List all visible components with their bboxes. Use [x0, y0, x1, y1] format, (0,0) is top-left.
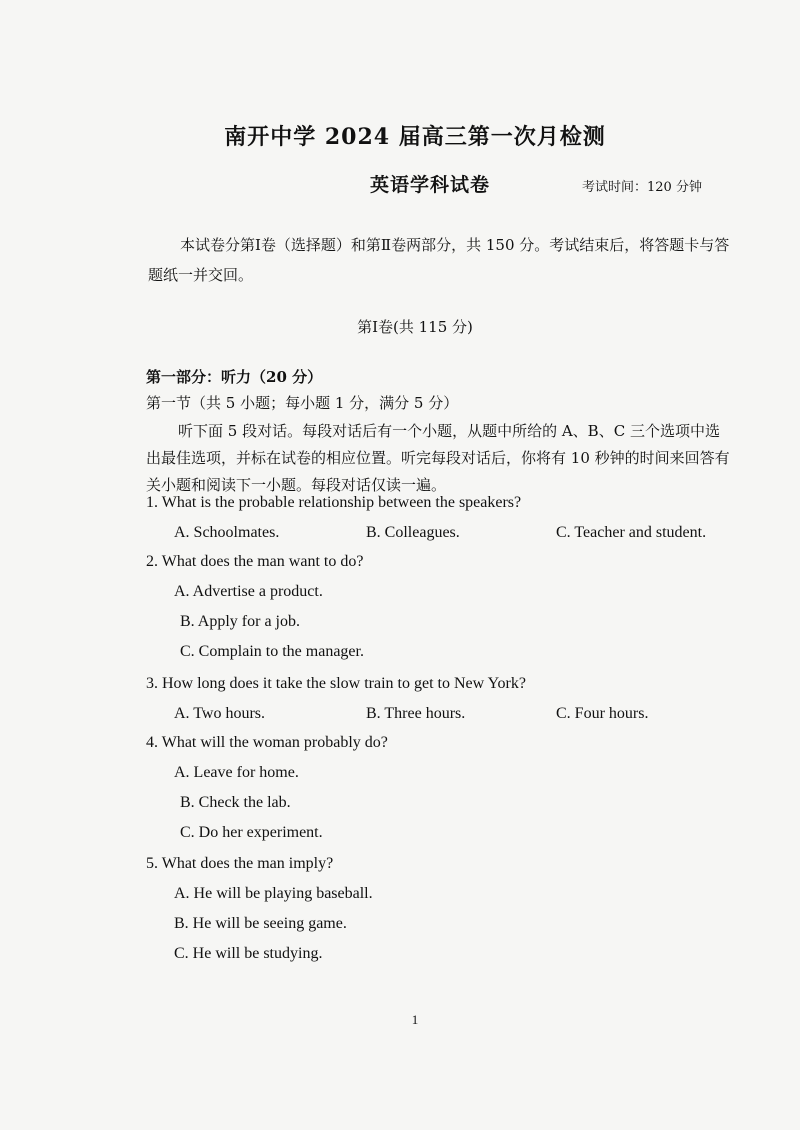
option: C. Four hours. — [556, 705, 649, 722]
instructions-paragraph: 听下面 5 段对话。每段对话后有一个小题，从题中所给的 A、B、C 三个选项中选出最佳选项，并标在试卷的相应位置。听完每段对话后，你将有 10 秒钟的时间来回答有关小题和阅读下一小题。每段对话仅读一遍。 — [146, 422, 730, 494]
exam-title: 南开中学 2024 届高三第一次月检测 — [224, 124, 606, 150]
question-stem: 1. What is the probable relationship between the speakers? — [146, 494, 522, 511]
option: B. Three hours. — [366, 705, 466, 722]
option: B. He will be seeing game. — [174, 915, 347, 932]
option: C. Do her experiment. — [180, 824, 323, 841]
option: C. Complain to the manager. — [180, 643, 364, 660]
section-heading: 第一节（共 5 小题；每小题 1 分，满分 5 分） — [146, 394, 459, 412]
exam-subtitle: 英语学科试卷 — [370, 174, 491, 196]
option: A. He will be playing baseball. — [174, 885, 373, 902]
option: A. Schoolmates. — [174, 524, 280, 541]
question-stem: 5. What does the man imply? — [146, 855, 334, 872]
option: B. Apply for a job. — [180, 613, 300, 630]
question-stem: 2. What does the man want to do? — [146, 553, 364, 570]
option: B. Colleagues. — [366, 524, 460, 541]
option: C. Teacher and student. — [556, 524, 707, 541]
option: C. He will be studying. — [174, 945, 323, 962]
intro-paragraph: 本试卷分第Ⅰ卷（选择题）和第Ⅱ卷两部分，共 150 分。考试结束后，将答题卡与答题纸一并交回。 — [148, 236, 730, 284]
page-number: 1 — [411, 1012, 419, 1027]
question-stem: 4. What will the woman probably do? — [146, 734, 388, 751]
question-stem: 3. How long does it take the slow train to get to New York? — [146, 675, 526, 692]
option: A. Two hours. — [174, 705, 266, 722]
volume-heading: 第Ⅰ卷(共 115 分) — [357, 318, 473, 336]
part-heading: 第一部分：听力（20 分） — [146, 368, 323, 386]
option: A. Advertise a product. — [174, 583, 323, 600]
option: B. Check the lab. — [180, 794, 291, 811]
exam-time: 考试时间：120 分钟 — [582, 180, 702, 195]
option: A. Leave for home. — [174, 764, 299, 781]
